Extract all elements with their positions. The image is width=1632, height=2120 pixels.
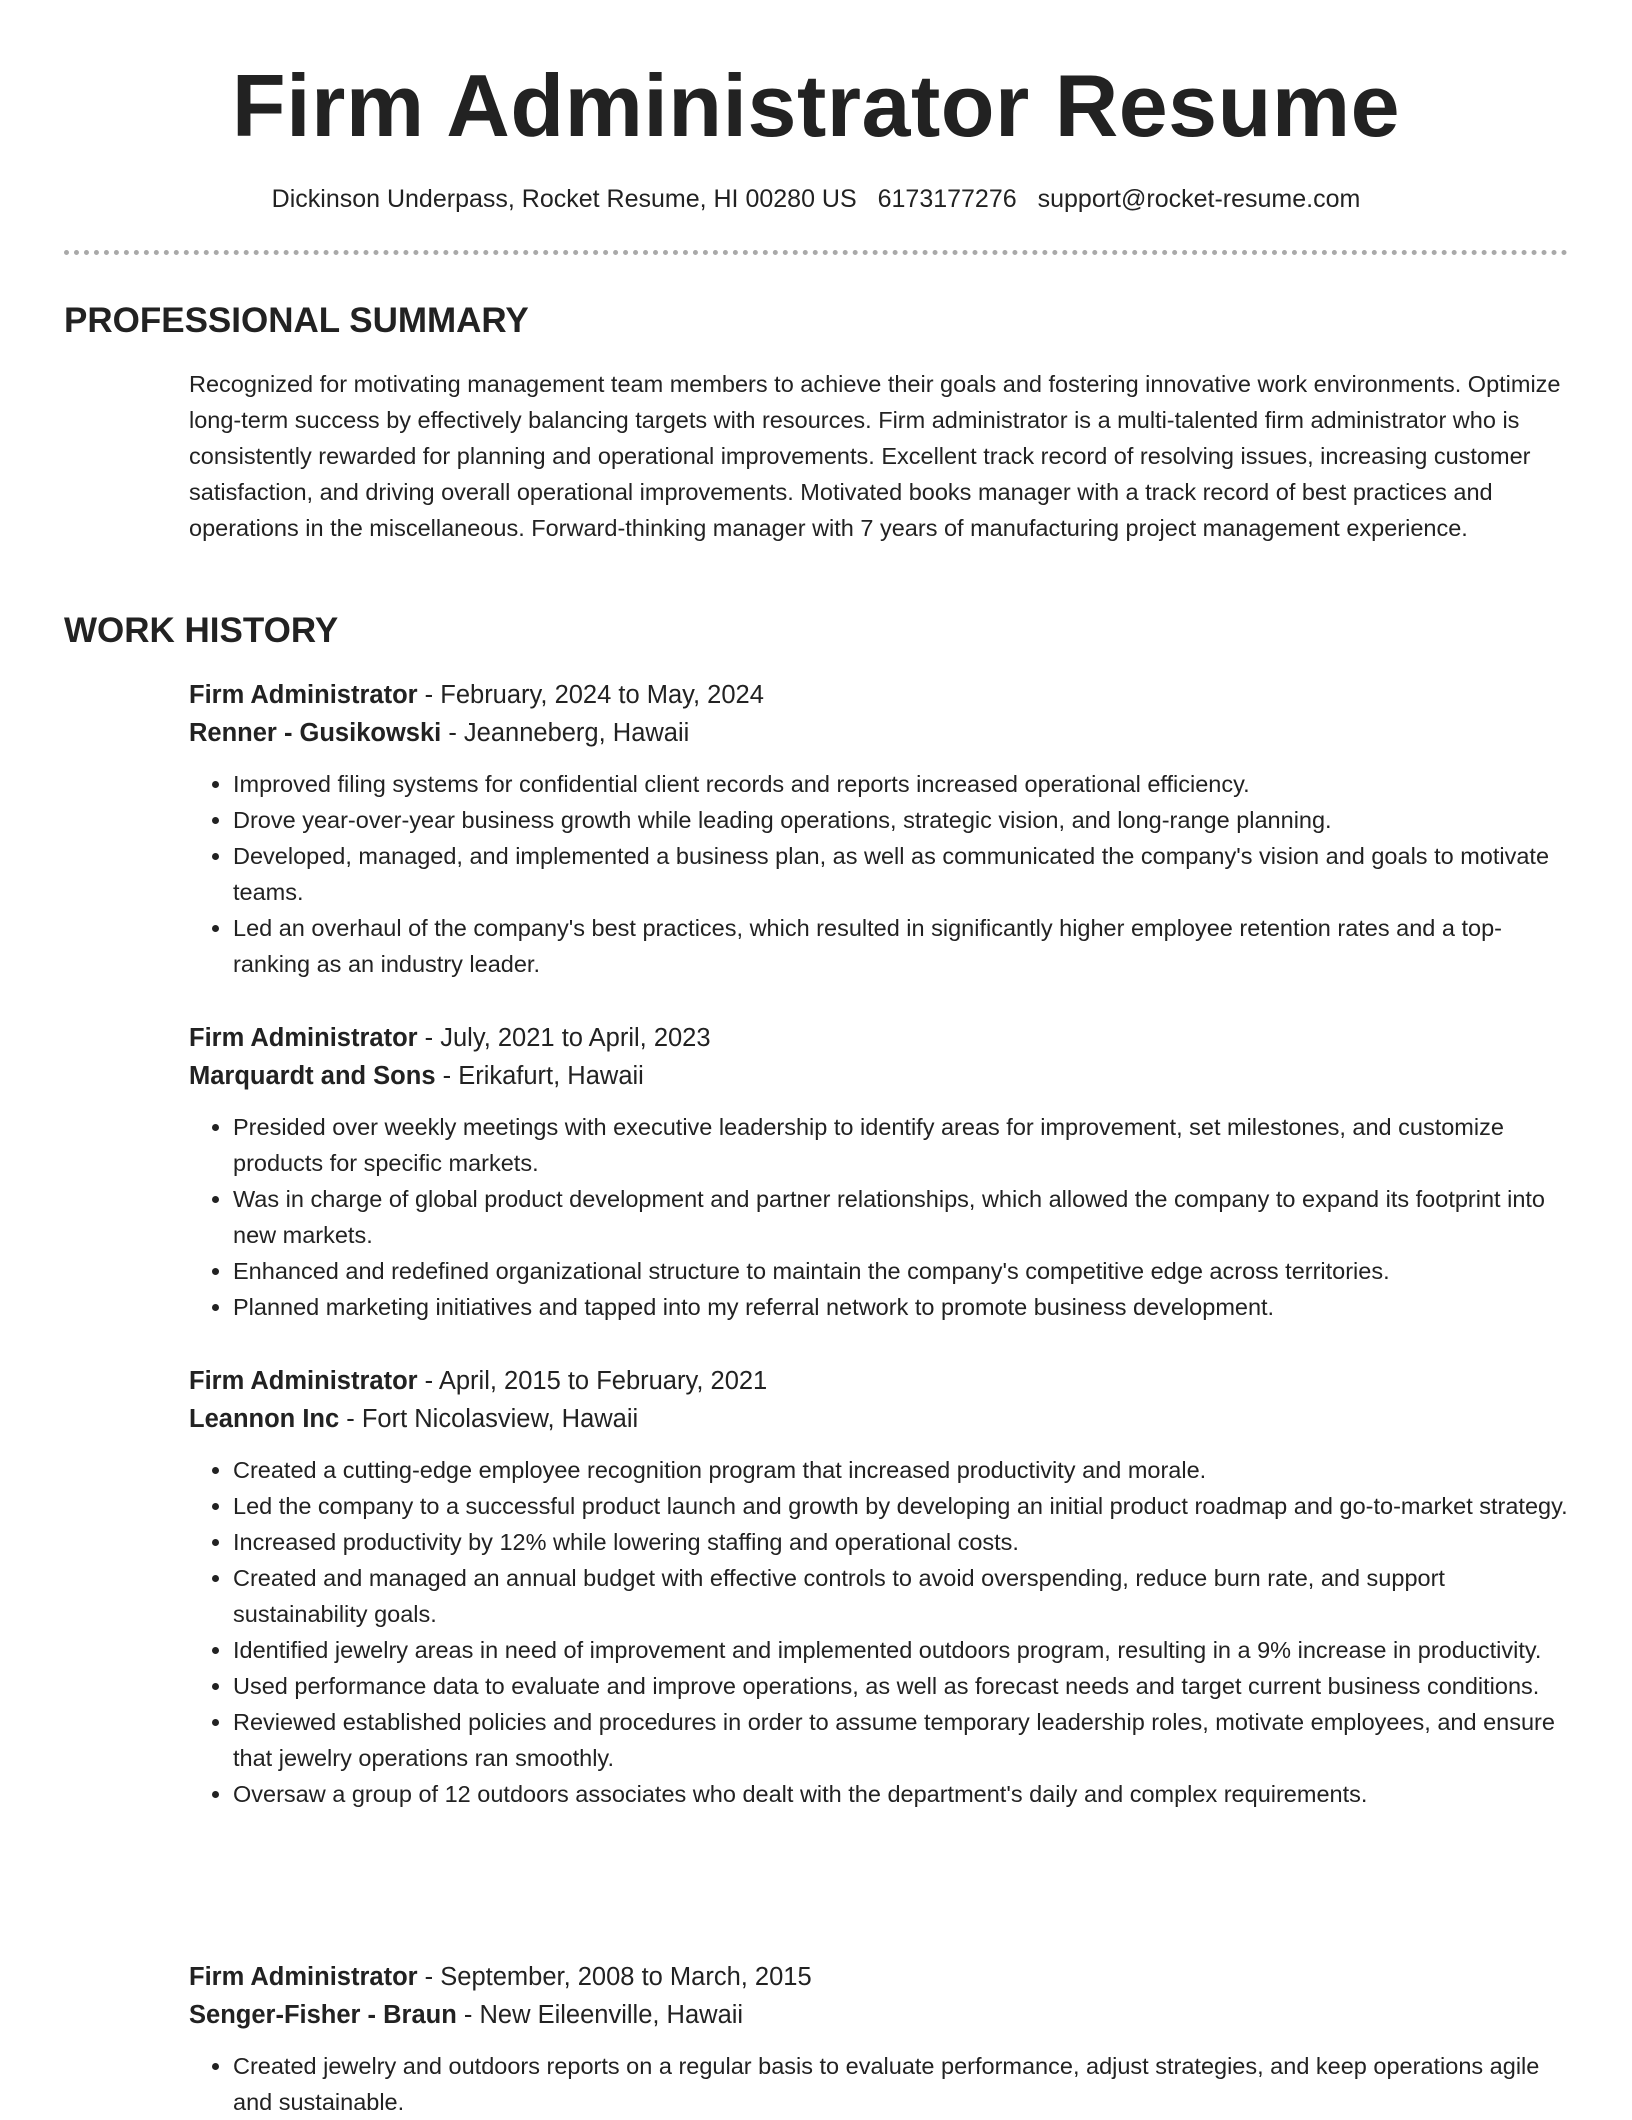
job-bullet: • Led the company to a successful product launch and growth by developing an initial product roadmap and go-to-market strategy. <box>233 1488 1568 1524</box>
job-location: - Jeanneberg, Hawaii <box>441 719 690 747</box>
contact-address: Dickinson Underpass, Rocket Resume, HI 00280 US <box>271 185 857 213</box>
job-bullet: • Oversaw a group of 12 outdoors associates who dealt with the department's daily and complex requirements. <box>233 1776 1568 1812</box>
job-dates: - February, 2024 to May, 2024 <box>417 681 764 709</box>
job-title-line <box>189 1362 1568 1400</box>
job-bullet: • Enhanced and redefined organizational structure to maintain the company's competitive edge across territories. <box>233 1253 1568 1289</box>
job-title-line <box>189 1958 1568 1996</box>
job-dates: - April, 2015 to February, 2021 <box>417 1367 768 1395</box>
job-entry <box>189 676 1568 982</box>
job-entry <box>189 1362 1568 1812</box>
page-title: Firm Administrator Resume <box>231 56 1401 155</box>
job-company: Leannon Inc <box>189 1405 340 1433</box>
job-company-line <box>189 1057 1568 1095</box>
job-bullet: • Identified jewelry areas in need of improvement and implemented outdoors program, resulting in a 9% increase in productivity. <box>233 1632 1568 1668</box>
job-bullet: • Used performance data to evaluate and improve operations, as well as forecast needs and target current business conditions. <box>233 1668 1568 1704</box>
job-title: Firm Administrator <box>189 1367 418 1395</box>
job-bullets <box>189 1452 1568 1812</box>
summary-text: Recognized for motivating management team members to achieve their goals and fostering innovative work environments. Optimize long-term success by effectively balancing targets with resources. Firm administrator is a multi-talented firm administrator who is consistently rewarded for planning and operational improvements. Excellent track record of resolving issues, increasing customer satisfaction, and driving overall operational improvements. Motivated books manager with a track record of best practices and operations in the miscellaneous. Forward-thinking manager with 7 years of manufacturing project management experience. <box>189 371 1561 541</box>
job-title-line <box>189 1019 1568 1057</box>
job-company: Renner - Gusikowski <box>189 719 442 747</box>
job-bullet: • Led an overhaul of the company's best practices, which resulted in significantly higher employee retention rates and a top-ranking as an industry leader. <box>233 910 1568 982</box>
job-dates: - September, 2008 to March, 2015 <box>417 1963 812 1991</box>
summary-heading: PROFESSIONAL SUMMARY <box>64 301 529 340</box>
job-company-line <box>189 714 1568 752</box>
job-entry <box>189 1958 1568 2120</box>
job-bullets <box>189 1109 1568 1325</box>
job-title: Firm Administrator <box>189 681 418 709</box>
contact-info <box>0 184 1632 214</box>
job-entry <box>189 1019 1568 1325</box>
job-title: Firm Administrator <box>189 1024 418 1052</box>
job-bullet: • Developed, managed, and implemented a business plan, as well as communicated the company's vision and goals to motivate teams. <box>233 838 1568 910</box>
job-bullet: • Drove year-over-year business growth while leading operations, strategic vision, and long-range planning. <box>233 802 1568 838</box>
job-company: Senger-Fisher - Braun <box>189 2001 457 2029</box>
job-location: - Fort Nicolasview, Hawaii <box>339 1405 639 1433</box>
work-history-heading: WORK HISTORY <box>64 611 339 650</box>
job-location: - Erikafurt, Hawaii <box>435 1062 644 1090</box>
header-divider <box>64 250 1568 255</box>
job-company-line <box>189 1996 1568 2034</box>
job-company: Marquardt and Sons <box>189 1062 436 1090</box>
job-title: Firm Administrator <box>189 1963 418 1991</box>
job-bullet: • Planned marketing initiatives and tapped into my referral network to promote business development. <box>233 1289 1568 1325</box>
job-bullet: • Created and managed an annual budget with effective controls to avoid overspending, reduce burn rate, and support sustainability goals. <box>233 1560 1568 1632</box>
job-location: - New Eileenville, Hawaii <box>456 2001 744 2029</box>
job-title-line <box>189 676 1568 714</box>
job-bullet: • Created a cutting-edge employee recognition program that increased productivity and morale. <box>233 1452 1568 1488</box>
job-company-line <box>189 1400 1568 1438</box>
job-bullet: • Increased productivity by 12% while lowering staffing and operational costs. <box>233 1524 1568 1560</box>
job-bullet: • Created jewelry and outdoors reports on a regular basis to evaluate performance, adjust strategies, and keep operations agile and sustainable. <box>233 2048 1568 2120</box>
job-dates: - July, 2021 to April, 2023 <box>417 1024 711 1052</box>
job-bullet: • Improved filing systems for confidential client records and reports increased operational efficiency. <box>233 766 1568 802</box>
job-bullets <box>189 766 1568 982</box>
contact-email: support@rocket-resume.com <box>1037 185 1361 213</box>
contact-phone: 6173177276 <box>877 185 1017 213</box>
job-bullets <box>189 2048 1568 2120</box>
job-bullet: • Reviewed established policies and procedures in order to assume temporary leadership roles, motivate employees, and ensure that jewelry operations ran smoothly. <box>233 1704 1568 1776</box>
job-bullet: • Presided over weekly meetings with executive leadership to identify areas for improvement, set milestones, and customize products for specific markets. <box>233 1109 1568 1181</box>
job-bullet: • Was in charge of global product development and partner relationships, which allowed the company to expand its footprint into new markets. <box>233 1181 1568 1253</box>
